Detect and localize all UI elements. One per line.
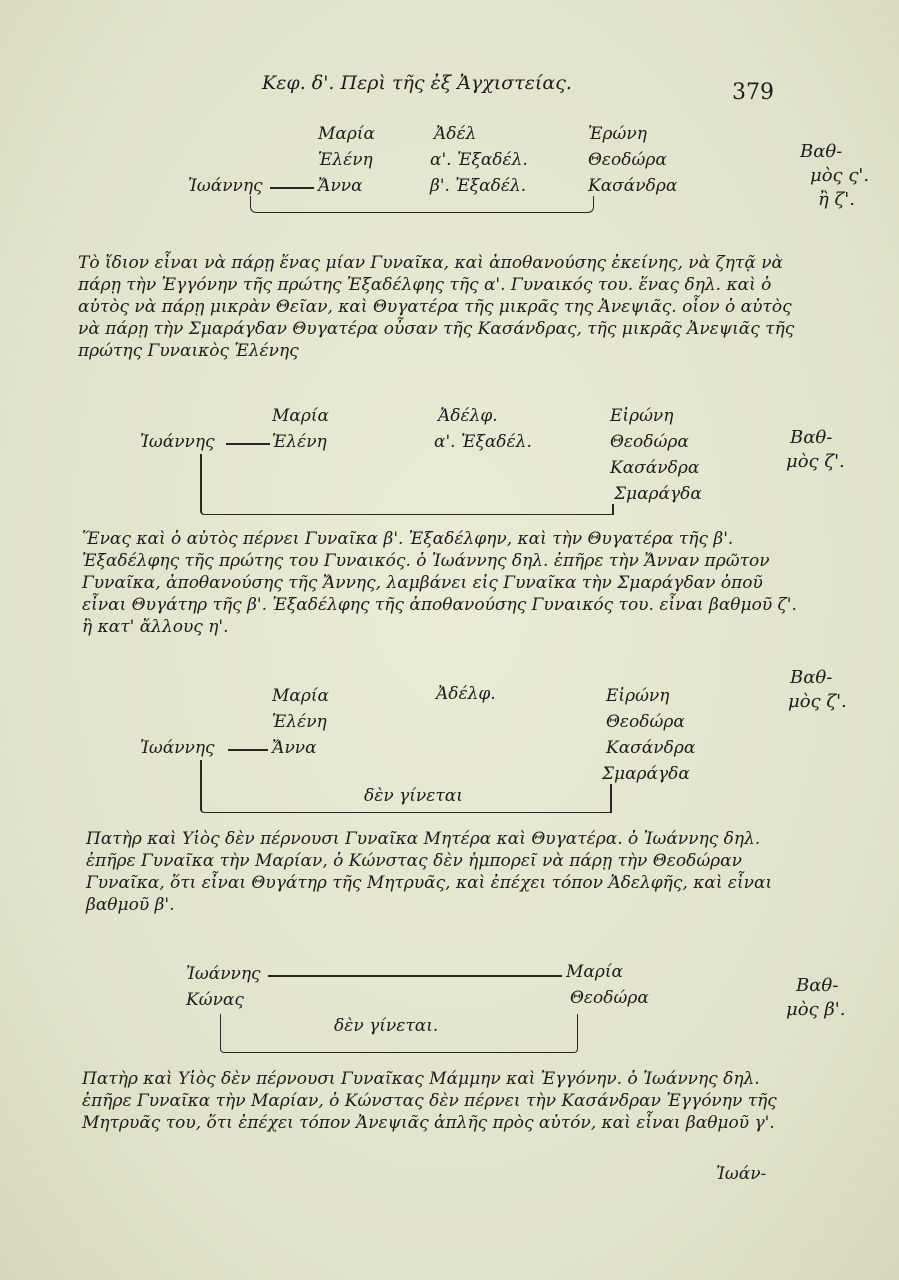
paragraph-3 — [86, 828, 806, 916]
diagram-name: Ἰωάννης — [188, 176, 263, 196]
page-number: 379 — [732, 80, 774, 105]
paragraph-4 — [82, 1068, 802, 1134]
diagram-name: Ἄννα — [318, 176, 363, 196]
connector-line — [270, 187, 314, 189]
bracket-tick — [610, 784, 612, 812]
margin-note: Βαθ- — [800, 141, 843, 162]
running-title: Κεφ. δ'. Περὶ τῆς ἐξ Ἀγχιστείας. — [262, 72, 572, 94]
diagram-name: Μαρία — [272, 406, 330, 426]
diagram-name: Μαρία — [566, 962, 624, 982]
bracket — [250, 196, 594, 213]
paragraph-1 — [78, 252, 798, 362]
paragraph-text: Πατὴρ καὶ Υἱὸς δὲν πέρνουσι Γυναῖκα Μητέρα καὶ Θυγατέρα. ὁ Ἰωάννης δηλ. ἐπῆρε Γυναῖκα τὴν Μαρίαν, ὁ Κώνστας δὲν ἠμπορεῖ νὰ πάρῃ τὴν Θεοδώραν Γυναῖκα, ὅτι εἶναι Θυγάτηρ τῆς Μητρυᾶς, καὶ ἐπέχει τόπον Ἀδελφῆς, καὶ εἶναι βαθμοῦ β'. — [86, 829, 773, 915]
connector-line — [268, 975, 562, 977]
diagram-name: Κασάνδρα — [610, 458, 700, 478]
diagram-name: Ἄννα — [272, 738, 317, 758]
margin-note: μὸς ζ'. — [788, 691, 847, 712]
diagram-name: Εἰρώνη — [606, 686, 670, 706]
margin-note: ἢ ζ'. — [818, 189, 855, 210]
diagram-name: Σμαράγδα — [614, 484, 702, 504]
margin-note: μὸς ζ'. — [786, 451, 845, 472]
diagram-name: Κώνας — [186, 990, 244, 1010]
paragraph-2 — [82, 528, 802, 638]
bracket-tick — [612, 504, 614, 514]
diagram-name: Ἀδέλ — [434, 124, 477, 144]
margin-note: Βαθ- — [796, 975, 839, 996]
margin-note: Βαθ- — [790, 667, 833, 688]
diagram-name: Ἰωάννης — [186, 964, 261, 984]
diagram-name: Ἰωάννης — [140, 738, 215, 758]
diagram-name: Μαρία — [272, 686, 330, 706]
diagram-name: β'. Ἐξαδέλ. — [430, 176, 527, 196]
diagram-name: Θεοδώρα — [570, 988, 649, 1008]
diagram-name: Θεοδώρα — [610, 432, 689, 452]
diagram-name: Ἐρώνη — [588, 124, 647, 144]
margin-note: μὸς β'. — [786, 999, 846, 1020]
catchword: Ἰωάν- — [716, 1164, 767, 1184]
paragraph-text: Ἕνας καὶ ὁ αὐτὸς πέρνει Γυναῖκα β'. Ἐξαδέλφην, καὶ τὴν Θυγατέρα τῆς β'. Ἐξαδέλφης τῆς πρώτης του Γυναικός. ὁ Ἰωάννης δηλ. ἐπῆρε τὴν Ἄνναν πρῶτον Γυναῖκα, ἀποθανούσης τῆς Ἄννης, λαμβάνει εἰς Γυναῖκα τὴν Σμαράγδαν ὁποῦ εἶναι Θυγάτηρ τῆς β'. Ἐξαδέλφης τῆς ἀποθανούσης Γυναικός του. εἶναι βαθμοῦ ζ'. ἢ κατ' ἄλλους η'. — [82, 529, 797, 637]
margin-note: Βαθ- — [790, 427, 833, 448]
diagram-name: Σμαράγδα — [602, 764, 690, 784]
bracket — [200, 454, 614, 515]
bracket-label: δὲν γίνεται — [364, 786, 463, 806]
diagram-name: Κασάνδρα — [588, 176, 678, 196]
diagram-name: α'. Ἐξαδέλ. — [434, 432, 532, 452]
diagram-name: Θεοδώρα — [606, 712, 685, 732]
diagram-name: Κασάνδρα — [606, 738, 696, 758]
diagram-name: Ἀδέλφ. — [438, 406, 498, 426]
diagram-name: Ἰωάννης — [140, 432, 215, 452]
diagram-name: Ἀδέλφ. — [436, 684, 496, 704]
diagram-name: Εἰρώνη — [610, 406, 674, 426]
paragraph-text: Πατὴρ καὶ Υἱὸς δὲν πέρνουσι Γυναῖκας Μάμμην καὶ Ἐγγόνην. ὁ Ἰωάννης δηλ. ἐπῆρε Γυναῖκα τὴν Μαρίαν, ὁ Κώνστας δὲν πέρνει τὴν Κασάνδραν Ἐγγόνην τῆς Μητρυᾶς του, ὅτι ἐπέχει τόπον Ἀνεψιᾶς ἁπλῆς πρὸς αὐτόν, καὶ εἶναι βαθμοῦ γ'. — [82, 1069, 777, 1133]
margin-note: μὸς ς'. — [810, 165, 870, 186]
diagram-name: Ἑλένη — [272, 432, 327, 452]
connector-line — [228, 749, 268, 751]
diagram-name: Μαρία — [318, 124, 376, 144]
bracket-label: δὲν γίνεται. — [334, 1016, 439, 1036]
connector-line — [226, 443, 270, 445]
diagram-name: α'. Ἐξαδέλ. — [430, 150, 528, 170]
diagram-name: Ἑλένη — [318, 150, 373, 170]
diagram-name: Θεοδώρα — [588, 150, 667, 170]
diagram-name: Ἑλένη — [272, 712, 327, 732]
paragraph-text: Τὸ ἴδιον εἶναι νὰ πάρῃ ἕνας μίαν Γυναῖκα, καὶ ἀποθανούσης ἐκείνης, νὰ ζητᾷ νὰ πάρῃ τὴν Ἐγγόνην τῆς πρώτης Ἐξαδέλφης τῆς α'. Γυναικός του. ἕνας δηλ. καὶ ὁ αὐτὸς νὰ πάρῃ μικρὰν Θεῖαν, καὶ Θυγατέρα τῆς μικρᾶς της Ἀνεψιᾶς. οἷον ὁ αὐτὸς νὰ πάρῃ τὴν Σμαράγδαν Θυγατέρα οὖσαν τῆς Κασάνδρας, τῆς μικρᾶς Ἀνεψιᾶς τῆς πρώτης Γυναικὸς Ἑλένης — [78, 253, 795, 361]
